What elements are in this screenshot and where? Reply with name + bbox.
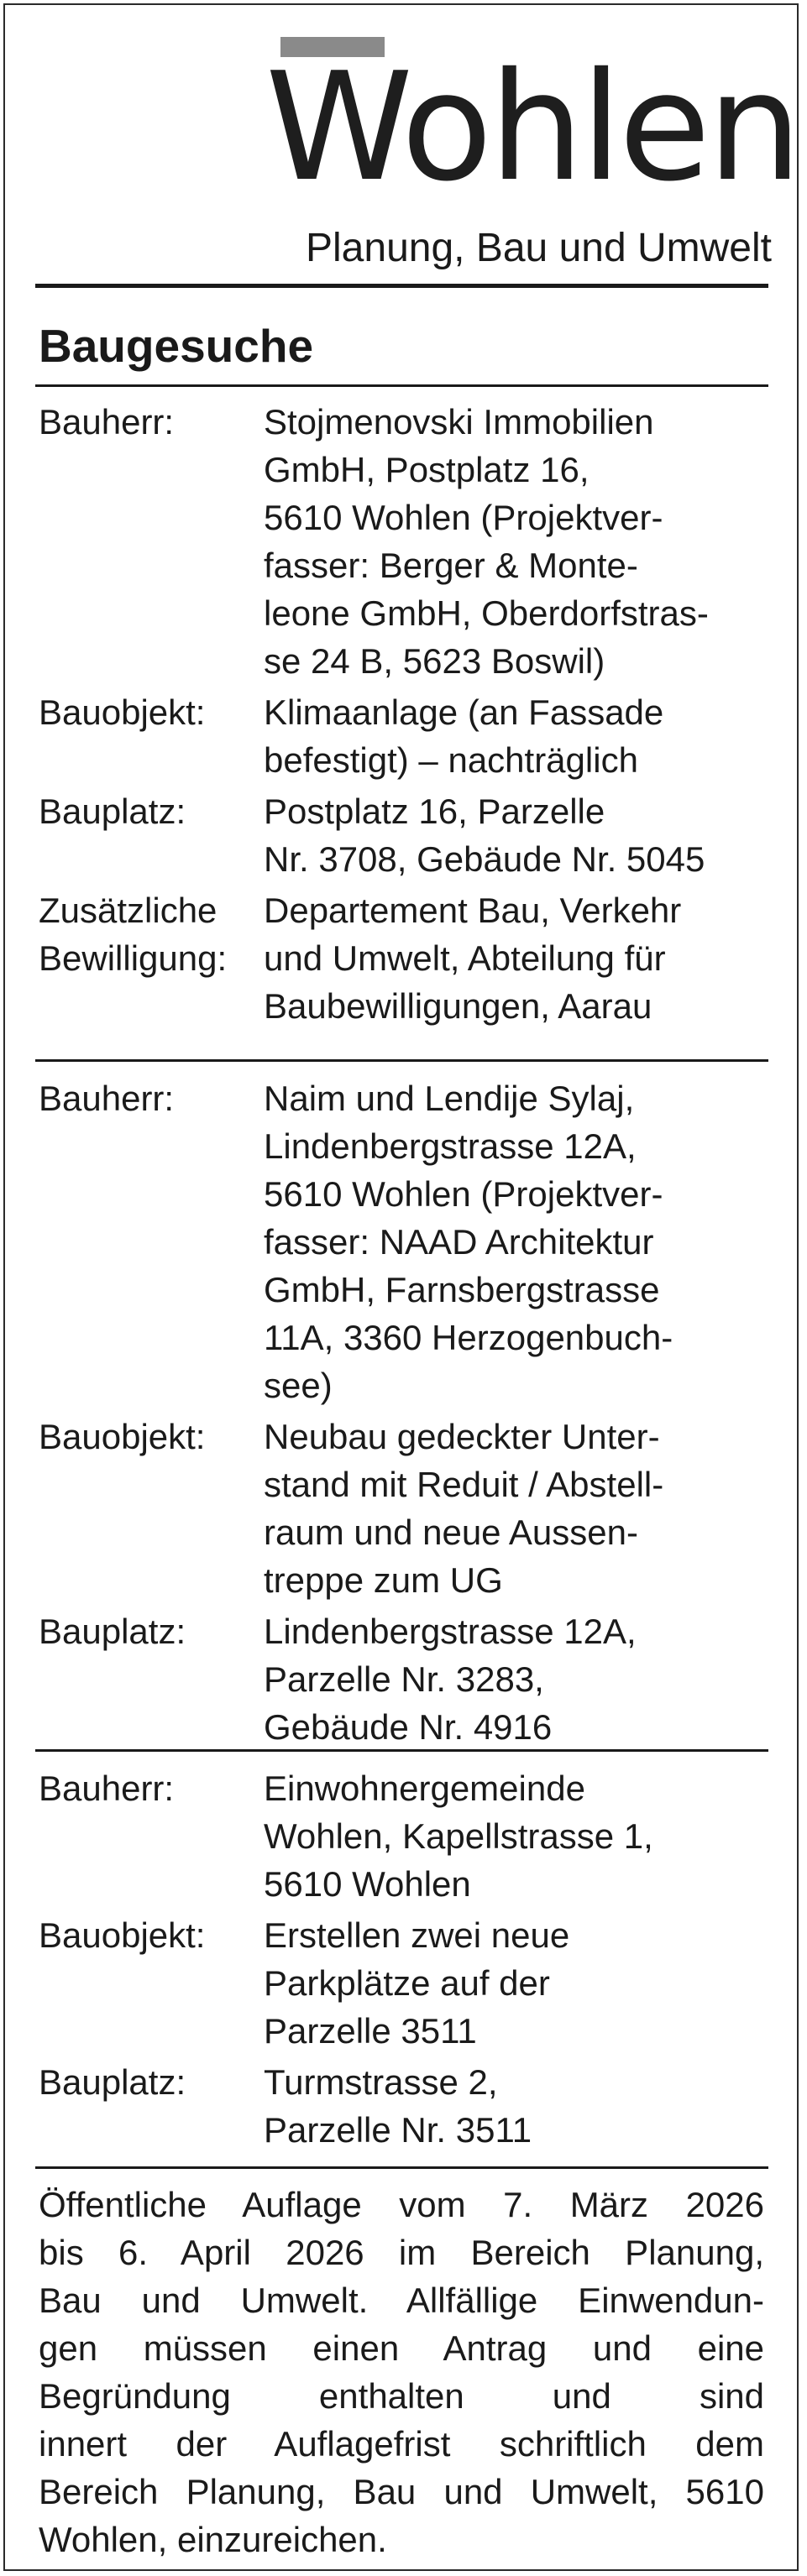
- field-value-line: Parzelle 3511: [264, 2011, 477, 2051]
- field-label-line: Bauherr:: [39, 1769, 175, 1808]
- wohlen-logo: [265, 27, 799, 214]
- field-label-line: Bauplatz:: [39, 792, 186, 831]
- notice-frame: [3, 3, 799, 2571]
- field-label-line: Bewilligung:: [39, 938, 228, 978]
- field-value-line: GmbH, Farnsbergstrasse: [264, 1270, 660, 1309]
- entry-divider: [35, 1059, 768, 1062]
- field-value-line: Erstellen zwei neue: [264, 1915, 570, 1955]
- field-value-line: und Umwelt, Abteilung für: [264, 938, 666, 978]
- field-label: [39, 2058, 186, 2106]
- entry-divider: [35, 1749, 768, 1752]
- field-value-line: 5610 Wohlen: [264, 1864, 471, 1904]
- notice-line: innert der Auflagefrist schriftlich dem: [39, 2424, 764, 2464]
- department-name: Planung, Bau und Umwelt: [306, 226, 772, 270]
- field-value-line: fasser: NAAD Architektur: [264, 1222, 654, 1262]
- field-row: [35, 1764, 768, 1908]
- field-label-line: Bauplatz:: [39, 2062, 186, 2102]
- field-row: [35, 886, 768, 1030]
- field-value-line: fasser: Berger & Monte-: [264, 546, 638, 585]
- field-value: [264, 1607, 637, 1751]
- field-label-line: Bauobjekt:: [39, 692, 206, 732]
- field-row: [35, 1413, 768, 1604]
- heading-divider: [35, 384, 768, 387]
- field-value-line: Parzelle Nr. 3283,: [264, 1659, 544, 1699]
- field-row: [35, 398, 768, 685]
- notice-line: Begründung enthalten und sind: [39, 2376, 764, 2416]
- field-value: [264, 886, 681, 1030]
- field-value-line: see): [264, 1366, 333, 1405]
- field-value: [264, 1764, 653, 1908]
- field-value: [264, 688, 663, 784]
- field-label: [39, 1764, 174, 1812]
- field-label: [39, 1607, 186, 1655]
- field-value-line: Parkplätze auf der: [264, 1963, 550, 2003]
- field-value-line: GmbH, Postplatz 16,: [264, 450, 590, 489]
- field-value-line: Lindenbergstrasse 12A,: [264, 1612, 637, 1651]
- public-notice: [39, 2181, 764, 2563]
- notice-line: gen müssen einen Antrag und eine: [39, 2328, 764, 2368]
- field-value-line: Wohlen, Kapellstrasse 1,: [264, 1816, 653, 1856]
- field-value-line: raum und neue Aussen-: [264, 1513, 638, 1552]
- field-row: [35, 688, 768, 784]
- field-label: [39, 1911, 205, 1959]
- field-value-line: Einwohnergemeinde: [264, 1769, 585, 1808]
- field-label: [39, 787, 186, 835]
- field-value: [264, 1074, 673, 1409]
- field-value-line: Neubau gedeckter Unter-: [264, 1417, 660, 1456]
- notice-line: Wohlen, einzureichen.: [39, 2520, 387, 2559]
- page-title: Baugesuche: [39, 320, 314, 372]
- notice-line: Bau und Umwelt. Allfällige Einwendun-: [39, 2281, 764, 2320]
- field-value-line: Turmstrasse 2,: [264, 2062, 498, 2102]
- field-value: [264, 398, 709, 685]
- field-value-line: Gebäude Nr. 4916: [264, 1707, 553, 1747]
- field-value: [264, 2058, 532, 2154]
- field-label-line: Bauobjekt:: [39, 1915, 206, 1955]
- notice-line: Bereich Planung, Bau und Umwelt, 5610: [39, 2472, 764, 2511]
- field-value-line: Departement Bau, Verkehr: [264, 891, 682, 930]
- field-value: [264, 1911, 569, 2055]
- field-value-line: Nr. 3708, Gebäude Nr. 5045: [264, 839, 705, 879]
- field-label-line: Zusätzliche: [39, 891, 217, 930]
- field-value: [264, 1413, 663, 1604]
- entry-divider: [35, 2166, 768, 2169]
- field-value-line: Parzelle Nr. 3511: [264, 2110, 532, 2150]
- field-value-line: Lindenbergstrasse 12A,: [264, 1126, 637, 1166]
- logo-wordmark: Wohlen: [265, 40, 799, 214]
- field-label: [39, 688, 205, 736]
- field-value-line: stand mit Reduit / Abstell-: [264, 1465, 664, 1504]
- field-row: [35, 1911, 768, 2055]
- field-row: [35, 787, 768, 883]
- field-label-line: Bauherr:: [39, 402, 175, 442]
- field-label-line: Bauherr:: [39, 1079, 175, 1118]
- field-row: [35, 1607, 768, 1751]
- field-value: [264, 787, 705, 883]
- field-row: [35, 2058, 768, 2154]
- field-value-line: Stojmenovski Immobilien: [264, 402, 654, 442]
- field-label: [39, 1413, 205, 1460]
- field-value-line: Postplatz 16, Parzelle: [264, 792, 605, 831]
- field-value-line: befestigt) – nachträglich: [264, 740, 638, 780]
- field-label: [39, 398, 174, 446]
- field-value-line: 5610 Wohlen (Projektver-: [264, 498, 663, 537]
- notice-line: bis 6. April 2026 im Bereich Planung,: [39, 2233, 764, 2272]
- field-label-line: Bauplatz:: [39, 1612, 186, 1651]
- notice-line: Öffentliche Auflage vom 7. März 2026: [39, 2185, 764, 2224]
- field-value-line: 11A, 3360 Herzogenbuch-: [264, 1318, 673, 1357]
- field-label-line: Bauobjekt:: [39, 1417, 206, 1456]
- field-value-line: Naim und Lendije Sylaj,: [264, 1079, 635, 1118]
- field-value-line: leone GmbH, Oberdorfstras-: [264, 593, 709, 633]
- field-value-line: se 24 B, 5623 Boswil): [264, 641, 605, 681]
- field-value-line: 5610 Wohlen (Projektver-: [264, 1174, 663, 1214]
- field-value-line: Baubewilligungen, Aarau: [264, 986, 652, 1026]
- field-value-line: Klimaanlage (an Fassade: [264, 692, 664, 732]
- field-label: [39, 886, 227, 982]
- field-value-line: treppe zum UG: [264, 1560, 503, 1600]
- field-row: [35, 1074, 768, 1409]
- field-label: [39, 1074, 174, 1122]
- header-divider: [35, 284, 768, 288]
